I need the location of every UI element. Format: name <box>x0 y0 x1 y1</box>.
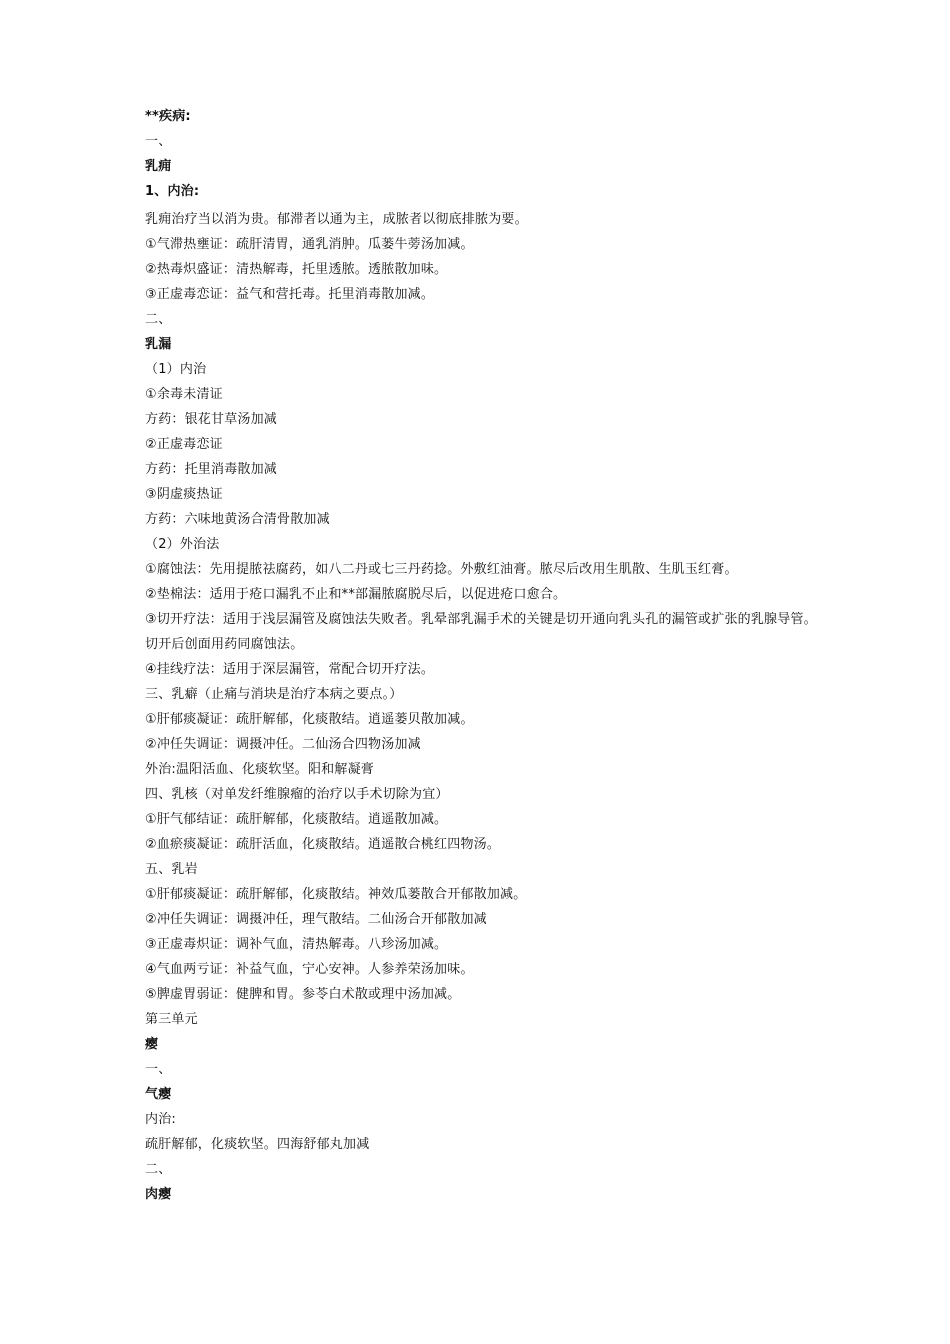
subheading-internal-treatment: （1）内治 <box>145 362 207 377</box>
paragraph-qiying-treatment: 疏肝解郁，化痰软坚。四海舒郁丸加减 <box>145 1137 370 1152</box>
section-number-1: 一、 <box>145 134 172 149</box>
paragraph-ruyong-principle: 乳痈治疗当以消为贵。郁滞者以通为主，成脓者以彻底排脓为要。 <box>145 212 528 227</box>
list-item: ②垫棉法：适用于疮口漏乳不止和**部漏脓腐脱尽后，以促进疮口愈合。 <box>145 587 567 602</box>
list-item: 方药：六味地黄汤合清骨散加减 <box>145 512 330 527</box>
heading-unit-3: 第三单元 <box>145 1012 198 1027</box>
section-number-1: 一、 <box>145 1062 172 1077</box>
heading-ruyong: 乳痈 <box>145 159 172 174</box>
list-item: ⑤脾虚胃弱证：健脾和胃。参苓白术散或理中汤加减。 <box>145 987 461 1002</box>
list-item: ①肝郁痰凝证：疏肝解郁，化痰散结。逍遥蒌贝散加减。 <box>145 712 474 727</box>
heading-ying: 瘿 <box>145 1037 159 1052</box>
section-number-2: 二、 <box>145 1162 172 1177</box>
heading-diseases: **疾病: <box>145 109 191 124</box>
heading-rulou: 乳漏 <box>145 337 172 352</box>
heading-rupi: 三、乳癖（止痛与消块是治疗本病之要点。） <box>145 687 403 702</box>
list-item: ③切开疗法：适用于浅层漏管及腐蚀法失败者。乳晕部乳漏手术的关键是切开通向乳头孔的漏管或扩张的乳腺导管。切开后创面用药同腐蚀法。 <box>145 612 817 652</box>
subheading-external-treatment: （2）外治法 <box>145 537 220 552</box>
list-item: ②冲任失调证：调摄冲任，理气散结。二仙汤合开郁散加减 <box>145 912 487 927</box>
list-item: ①余毒未清证 <box>145 387 223 402</box>
list-item: ③正虚毒恋证：益气和营托毒。托里消毒散加减。 <box>145 287 435 302</box>
document-page <box>145 104 825 1207</box>
list-item: ④气血两亏证：补益气血，宁心安神。人参养荣汤加味。 <box>145 962 474 977</box>
list-item: 方药：银花甘草汤加减 <box>145 412 278 427</box>
list-item: ②正虚毒恋证 <box>145 437 223 452</box>
list-item: ①肝气郁结证：疏肝解郁，化痰散结。逍遥散加减。 <box>145 812 448 827</box>
subheading-internal-treatment: 1、内治: <box>145 184 200 199</box>
list-item: 外治:温阳活血、化痰软坚。阳和解凝膏 <box>145 762 374 777</box>
list-item: ④挂线疗法：适用于深层漏管，常配合切开疗法。 <box>145 662 435 677</box>
heading-rouying: 肉瘿 <box>145 1187 172 1202</box>
section-number-2: 二、 <box>145 312 172 327</box>
heading-ruhe: 四、乳核（对单发纤维腺瘤的治疗以手术切除为宜） <box>145 787 449 802</box>
list-item: ①气滞热壅证：疏肝清胃，通乳消肿。瓜蒌牛蒡汤加减。 <box>145 237 474 252</box>
subheading-internal-treatment: 内治: <box>145 1112 176 1127</box>
list-item: ①肝郁痰凝证：疏肝解郁，化痰散结。神效瓜蒌散合开郁散加减。 <box>145 887 527 902</box>
heading-qiying: 气瘿 <box>145 1087 172 1102</box>
list-item: 方药：托里消毒散加减 <box>145 462 278 477</box>
heading-ruyan: 五、乳岩 <box>145 862 198 877</box>
list-item: ②热毒炽盛证：清热解毒，托里透脓。透脓散加味。 <box>145 262 448 277</box>
list-item: ②血瘀痰凝证：疏肝活血，化痰散结。逍遥散合桃红四物汤。 <box>145 837 501 852</box>
list-item: ③阴虚痰热证 <box>145 487 223 502</box>
list-item: ②冲任失调证：调摄冲任。二仙汤合四物汤加减 <box>145 737 421 752</box>
list-item: ①腐蚀法：先用提脓祛腐药，如八二丹或七三丹药捻。外敷红油膏。脓尽后改用生肌散、生肌玉红膏。 <box>145 562 738 577</box>
list-item: ③正虚毒炽证：调补气血，清热解毒。八珍汤加减。 <box>145 937 448 952</box>
